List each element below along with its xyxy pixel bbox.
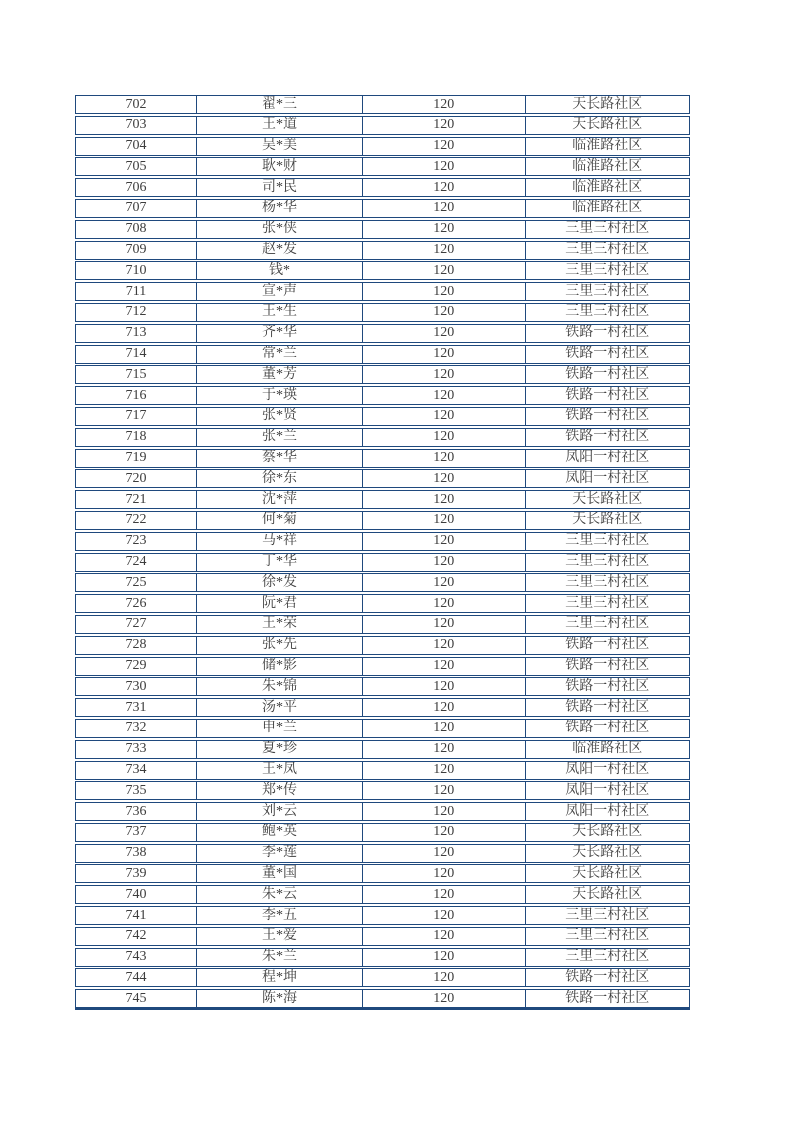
cell-serial-number: 719 <box>76 450 197 467</box>
cell-amount: 120 <box>363 595 526 612</box>
cell-masked-name: 吴*美 <box>197 138 363 155</box>
cell-masked-name: 朱*锦 <box>197 678 363 695</box>
cell-serial-number: 718 <box>76 429 197 446</box>
cell-masked-name: 何*菊 <box>197 512 363 529</box>
table-row <box>75 469 690 488</box>
cell-serial-number: 716 <box>76 387 197 404</box>
cell-masked-name: 钱* <box>197 262 363 279</box>
cell-serial-number: 703 <box>76 117 197 134</box>
cell-masked-name: 王*生 <box>197 304 363 321</box>
cell-serial-number: 745 <box>76 990 197 1007</box>
cell-amount: 120 <box>363 470 526 487</box>
table-row <box>75 864 690 883</box>
cell-amount: 120 <box>363 179 526 196</box>
cell-amount: 120 <box>363 283 526 300</box>
table-row <box>75 802 690 821</box>
table-row <box>75 345 690 364</box>
cell-amount: 120 <box>363 741 526 758</box>
cell-masked-name: 李*莲 <box>197 845 363 862</box>
cell-community: 天长路社区 <box>572 96 643 112</box>
cell-serial-number: 729 <box>76 658 197 675</box>
table-row <box>75 490 690 509</box>
table-row <box>75 823 690 842</box>
cell-community: 天长路社区 <box>572 886 643 902</box>
cell-serial-number: 714 <box>76 346 197 363</box>
cell-amount: 120 <box>363 429 526 446</box>
cell-serial-number: 736 <box>76 803 197 820</box>
cell-community: 临淮路社区 <box>572 200 643 216</box>
cell-masked-name: 朱*云 <box>197 886 363 903</box>
cell-community: 天长路社区 <box>572 512 643 528</box>
table-row <box>75 906 690 925</box>
cell-masked-name: 刘*云 <box>197 803 363 820</box>
cell-masked-name: 于*瑛 <box>197 387 363 404</box>
cell-amount: 120 <box>363 96 526 113</box>
cell-community: 铁路一村社区 <box>565 678 650 694</box>
table-row <box>75 698 690 717</box>
cell-masked-name: 王*爱 <box>197 928 363 945</box>
cell-community: 铁路一村社区 <box>565 387 650 403</box>
cell-serial-number: 707 <box>76 200 197 217</box>
cell-masked-name: 翟*三 <box>197 96 363 113</box>
cell-amount: 120 <box>363 325 526 342</box>
cell-serial-number: 710 <box>76 262 197 279</box>
cell-serial-number: 728 <box>76 637 197 654</box>
table-row <box>75 968 690 987</box>
table-row <box>75 199 690 218</box>
table-row <box>75 137 690 156</box>
cell-amount: 120 <box>363 554 526 571</box>
cell-amount: 120 <box>363 221 526 238</box>
cell-serial-number: 706 <box>76 179 197 196</box>
cell-community: 三里三村社区 <box>565 554 650 570</box>
table-row <box>75 594 690 613</box>
cell-masked-name: 储*影 <box>197 658 363 675</box>
cell-serial-number: 733 <box>76 741 197 758</box>
cell-amount: 120 <box>363 699 526 716</box>
cell-masked-name: 朱*兰 <box>197 949 363 966</box>
table-row <box>75 615 690 634</box>
cell-amount: 120 <box>363 616 526 633</box>
table-row <box>75 553 690 572</box>
cell-amount: 120 <box>363 138 526 155</box>
cell-masked-name: 程*坤 <box>197 969 363 986</box>
cell-amount: 120 <box>363 262 526 279</box>
cell-amount: 120 <box>363 845 526 862</box>
cell-amount: 120 <box>363 304 526 321</box>
cell-serial-number: 731 <box>76 699 197 716</box>
cell-amount: 120 <box>363 346 526 363</box>
cell-community: 铁路一村社区 <box>565 429 650 445</box>
table-row <box>75 386 690 405</box>
cell-serial-number: 724 <box>76 554 197 571</box>
cell-serial-number: 708 <box>76 221 197 238</box>
table-row <box>75 989 690 1010</box>
cell-amount: 120 <box>363 969 526 986</box>
cell-amount: 120 <box>363 158 526 175</box>
table-row <box>75 927 690 946</box>
cell-amount: 120 <box>363 450 526 467</box>
cell-community: 临淮路社区 <box>572 179 643 195</box>
cell-masked-name: 董*芳 <box>197 366 363 383</box>
cell-masked-name: 申*兰 <box>197 720 363 737</box>
cell-community: 临淮路社区 <box>572 741 643 757</box>
table-row <box>75 116 690 135</box>
cell-community: 铁路一村社区 <box>565 969 650 985</box>
cell-serial-number: 730 <box>76 678 197 695</box>
cell-community: 凤阳一村社区 <box>565 803 650 819</box>
cell-amount: 120 <box>363 574 526 591</box>
cell-community: 三里三村社区 <box>565 533 650 549</box>
table-row <box>75 885 690 904</box>
table-row <box>75 761 690 780</box>
cell-amount: 120 <box>363 366 526 383</box>
cell-amount: 120 <box>363 990 526 1007</box>
cell-amount: 120 <box>363 865 526 882</box>
cell-masked-name: 耿*财 <box>197 158 363 175</box>
cell-serial-number: 742 <box>76 928 197 945</box>
table-row <box>75 282 690 301</box>
cell-masked-name: 张*侠 <box>197 221 363 238</box>
cell-masked-name: 徐*东 <box>197 470 363 487</box>
cell-serial-number: 722 <box>76 512 197 529</box>
cell-community: 铁路一村社区 <box>565 699 650 715</box>
cell-masked-name: 鲍*英 <box>197 824 363 841</box>
cell-community: 三里三村社区 <box>565 595 650 611</box>
cell-serial-number: 740 <box>76 886 197 903</box>
cell-serial-number: 734 <box>76 762 197 779</box>
table-row <box>75 844 690 863</box>
cell-community: 三里三村社区 <box>565 262 650 278</box>
cell-community: 三里三村社区 <box>565 304 650 320</box>
cell-masked-name: 徐*发 <box>197 574 363 591</box>
table-row <box>75 324 690 343</box>
cell-amount: 120 <box>363 886 526 903</box>
cell-community: 铁路一村社区 <box>565 346 650 362</box>
cell-amount: 120 <box>363 242 526 259</box>
table-row <box>75 573 690 592</box>
cell-amount: 120 <box>363 720 526 737</box>
table-row <box>75 178 690 197</box>
cell-masked-name: 丁*华 <box>197 554 363 571</box>
cell-serial-number: 702 <box>76 96 197 113</box>
cell-community: 三里三村社区 <box>565 574 650 590</box>
cell-masked-name: 张*先 <box>197 637 363 654</box>
table-row <box>75 428 690 447</box>
cell-masked-name: 李*五 <box>197 907 363 924</box>
cell-serial-number: 737 <box>76 824 197 841</box>
cell-community: 天长路社区 <box>572 824 643 840</box>
cell-masked-name: 赵*发 <box>197 242 363 259</box>
cell-community: 三里三村社区 <box>565 283 650 299</box>
roster-table <box>75 95 690 1012</box>
cell-masked-name: 沈*萍 <box>197 491 363 508</box>
cell-serial-number: 712 <box>76 304 197 321</box>
cell-amount: 120 <box>363 824 526 841</box>
cell-amount: 120 <box>363 533 526 550</box>
cell-serial-number: 723 <box>76 533 197 550</box>
table-row <box>75 532 690 551</box>
cell-serial-number: 709 <box>76 242 197 259</box>
cell-serial-number: 735 <box>76 782 197 799</box>
cell-masked-name: 王*凤 <box>197 762 363 779</box>
table-row <box>75 365 690 384</box>
cell-masked-name: 齐*华 <box>197 325 363 342</box>
table-row <box>75 781 690 800</box>
table-row <box>75 636 690 655</box>
cell-masked-name: 郑*传 <box>197 782 363 799</box>
cell-masked-name: 陈*海 <box>197 990 363 1007</box>
table-row <box>75 95 690 114</box>
cell-amount: 120 <box>363 408 526 425</box>
cell-community: 三里三村社区 <box>565 242 650 258</box>
cell-community: 铁路一村社区 <box>565 658 650 674</box>
cell-serial-number: 720 <box>76 470 197 487</box>
cell-community: 临淮路社区 <box>572 138 643 154</box>
cell-masked-name: 杨*华 <box>197 200 363 217</box>
table-row <box>75 677 690 696</box>
cell-masked-name: 王*荣 <box>197 616 363 633</box>
cell-amount: 120 <box>363 200 526 217</box>
table-row <box>75 220 690 239</box>
table-row <box>75 261 690 280</box>
cell-amount: 120 <box>363 928 526 945</box>
cell-serial-number: 727 <box>76 616 197 633</box>
table-row <box>75 157 690 176</box>
cell-serial-number: 711 <box>76 283 197 300</box>
cell-masked-name: 董*国 <box>197 865 363 882</box>
cell-community: 铁路一村社区 <box>565 637 650 653</box>
cell-amount: 120 <box>363 387 526 404</box>
cell-community: 铁路一村社区 <box>565 325 650 341</box>
cell-amount: 120 <box>363 512 526 529</box>
cell-community: 铁路一村社区 <box>565 366 650 382</box>
cell-community: 天长路社区 <box>572 845 643 861</box>
cell-amount: 120 <box>363 762 526 779</box>
cell-masked-name: 王*道 <box>197 117 363 134</box>
table-row <box>75 241 690 260</box>
cell-serial-number: 704 <box>76 138 197 155</box>
cell-masked-name: 张*兰 <box>197 429 363 446</box>
cell-community: 铁路一村社区 <box>565 990 650 1006</box>
cell-masked-name: 张*贤 <box>197 408 363 425</box>
table-row <box>75 407 690 426</box>
table-row <box>75 303 690 322</box>
cell-community: 天长路社区 <box>572 491 643 507</box>
cell-serial-number: 715 <box>76 366 197 383</box>
cell-serial-number: 713 <box>76 325 197 342</box>
cell-masked-name: 蔡*华 <box>197 450 363 467</box>
cell-amount: 120 <box>363 658 526 675</box>
cell-amount: 120 <box>363 949 526 966</box>
cell-amount: 120 <box>363 678 526 695</box>
cell-amount: 120 <box>363 117 526 134</box>
cell-community: 三里三村社区 <box>565 949 650 965</box>
cell-serial-number: 741 <box>76 907 197 924</box>
cell-masked-name: 宣*声 <box>197 283 363 300</box>
cell-community: 铁路一村社区 <box>565 408 650 424</box>
cell-amount: 120 <box>363 782 526 799</box>
cell-community: 凤阳一村社区 <box>565 762 650 777</box>
cell-masked-name: 马*祥 <box>197 533 363 550</box>
cell-serial-number: 744 <box>76 969 197 986</box>
cell-serial-number: 732 <box>76 720 197 737</box>
cell-community: 凤阳一村社区 <box>565 782 650 798</box>
cell-community: 天长路社区 <box>572 117 643 133</box>
cell-community: 天长路社区 <box>572 865 643 881</box>
cell-serial-number: 739 <box>76 865 197 882</box>
cell-serial-number: 726 <box>76 595 197 612</box>
cell-community: 凤阳一村社区 <box>565 450 650 466</box>
cell-amount: 120 <box>363 907 526 924</box>
cell-serial-number: 721 <box>76 491 197 508</box>
cell-serial-number: 705 <box>76 158 197 175</box>
cell-masked-name: 司*民 <box>197 179 363 196</box>
cell-serial-number: 738 <box>76 845 197 862</box>
table-row <box>75 719 690 738</box>
cell-community: 临淮路社区 <box>572 158 643 174</box>
cell-serial-number: 725 <box>76 574 197 591</box>
cell-community: 三里三村社区 <box>565 928 650 944</box>
cell-amount: 120 <box>363 803 526 820</box>
cell-community: 三里三村社区 <box>565 907 650 923</box>
table-row <box>75 657 690 676</box>
cell-serial-number: 743 <box>76 949 197 966</box>
table-row <box>75 511 690 530</box>
cell-amount: 120 <box>363 491 526 508</box>
table-row <box>75 740 690 759</box>
cell-community: 三里三村社区 <box>565 616 650 632</box>
table-row <box>75 948 690 967</box>
cell-community: 三里三村社区 <box>565 221 650 237</box>
cell-masked-name: 常*兰 <box>197 346 363 363</box>
cell-community: 铁路一村社区 <box>565 720 650 736</box>
cell-masked-name: 汤*平 <box>197 699 363 716</box>
cell-serial-number: 717 <box>76 408 197 425</box>
cell-masked-name: 阮*君 <box>197 595 363 612</box>
cell-masked-name: 夏*珍 <box>197 741 363 758</box>
cell-community: 凤阳一村社区 <box>565 470 650 486</box>
cell-amount: 120 <box>363 637 526 654</box>
table-row <box>75 449 690 468</box>
